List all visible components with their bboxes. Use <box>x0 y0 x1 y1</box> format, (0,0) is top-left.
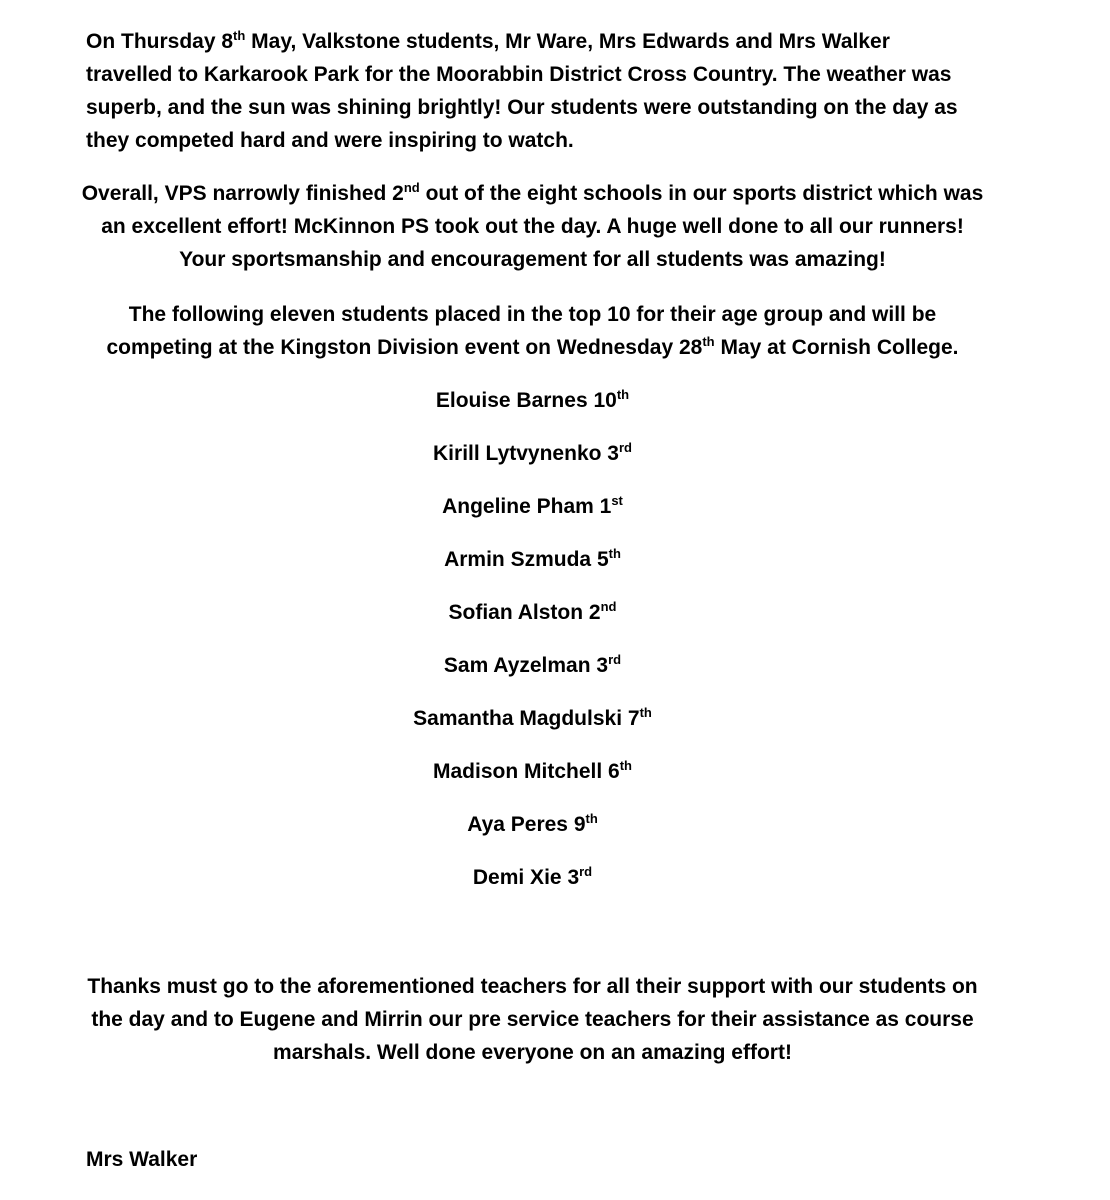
runner-name: Kirill Lytvynenko <box>433 442 602 465</box>
results-line: an excellent effort! McKinnon PS took out the day. A huge well done to all our runners! <box>101 215 964 238</box>
runner-name: Madison Mitchell <box>433 760 603 783</box>
runner-place-suffix: th <box>585 811 598 826</box>
runner-item <box>330 649 735 702</box>
runner-name: Samantha Magdulski <box>413 707 623 730</box>
runner-name: Elouise Barnes <box>435 389 588 412</box>
runner-item <box>330 702 735 755</box>
runner-name: Sofian Alston <box>448 601 584 624</box>
runner-place-suffix: rd <box>618 440 632 455</box>
qualifiers-line: competing at the Kingston Division event on Wednesday 28th May at Cornish College. <box>106 334 959 359</box>
runner-item <box>330 384 735 437</box>
runner-place: 3 <box>596 654 609 677</box>
thanks-line: the day and to Eugene and Mirrin our pre service teachers for their assistance as course <box>91 1008 974 1031</box>
runner-place-suffix: th <box>639 705 652 720</box>
thanks-paragraph <box>60 970 1005 1069</box>
runner-place: 7 <box>627 707 640 730</box>
runner-place-suffix: st <box>611 493 623 508</box>
runner-name: Sam Ayzelman <box>443 654 591 677</box>
runner-place: 3 <box>567 866 580 889</box>
runner-place-suffix: nd <box>600 599 617 614</box>
runner-place-suffix: rd <box>579 864 593 879</box>
runner-place: 3 <box>607 442 619 465</box>
runner-name: Angeline Pham <box>442 495 594 518</box>
runner-list <box>330 384 735 914</box>
runner-place: 9 <box>573 813 586 836</box>
runner-place: 10 <box>593 389 617 412</box>
runner-item <box>330 861 735 914</box>
results-line: Your sportsmanship and encouragement for all students was amazing! <box>179 248 886 271</box>
runner-name: Demi Xie <box>472 866 562 889</box>
runner-name: Aya Peres <box>467 813 568 836</box>
runner-item <box>330 755 735 808</box>
intro-line: travelled to Karkarook Park for the Moorabbin District Cross Country. The weather was <box>86 63 952 86</box>
results-paragraph <box>60 177 1005 276</box>
intro-line: superb, and the sun was shining brightly! Our students were outstanding on the day as <box>86 96 958 119</box>
runner-item <box>330 543 735 596</box>
signature: Mrs Walker <box>86 1148 198 1171</box>
runner-place: 5 <box>596 548 609 571</box>
runner-place: 1 <box>599 495 612 518</box>
results-line: Overall, VPS narrowly finished 2nd out of the eight schools in our sports district which was <box>81 180 984 205</box>
thanks-line: marshals. Well done everyone on an amazing effort! <box>273 1041 792 1064</box>
runner-item <box>330 808 735 861</box>
qualifiers-paragraph <box>60 298 1005 364</box>
intro-paragraph <box>86 25 986 157</box>
runner-place-suffix: th <box>616 387 630 402</box>
qualifiers-line: The following eleven students placed in the top 10 for their age group and will be <box>128 303 937 326</box>
runner-place: 6 <box>608 760 620 783</box>
runner-place-suffix: rd <box>608 652 622 667</box>
runner-name: Armin Szmuda <box>444 548 592 571</box>
intro-line: On Thursday 8th May, Valkstone students, Mr Ware, Mrs Edwards and Mrs Walker <box>86 28 890 53</box>
runner-item <box>330 437 735 490</box>
runner-item <box>330 490 735 543</box>
runner-place: 2 <box>588 601 601 624</box>
intro-line: they competed hard and were inspiring to watch. <box>86 129 574 152</box>
runner-place-suffix: th <box>608 546 621 561</box>
thanks-line: Thanks must go to the aforementioned teachers for all their support with our students on <box>87 975 978 998</box>
runner-item <box>330 596 735 649</box>
runner-place-suffix: th <box>619 758 632 773</box>
